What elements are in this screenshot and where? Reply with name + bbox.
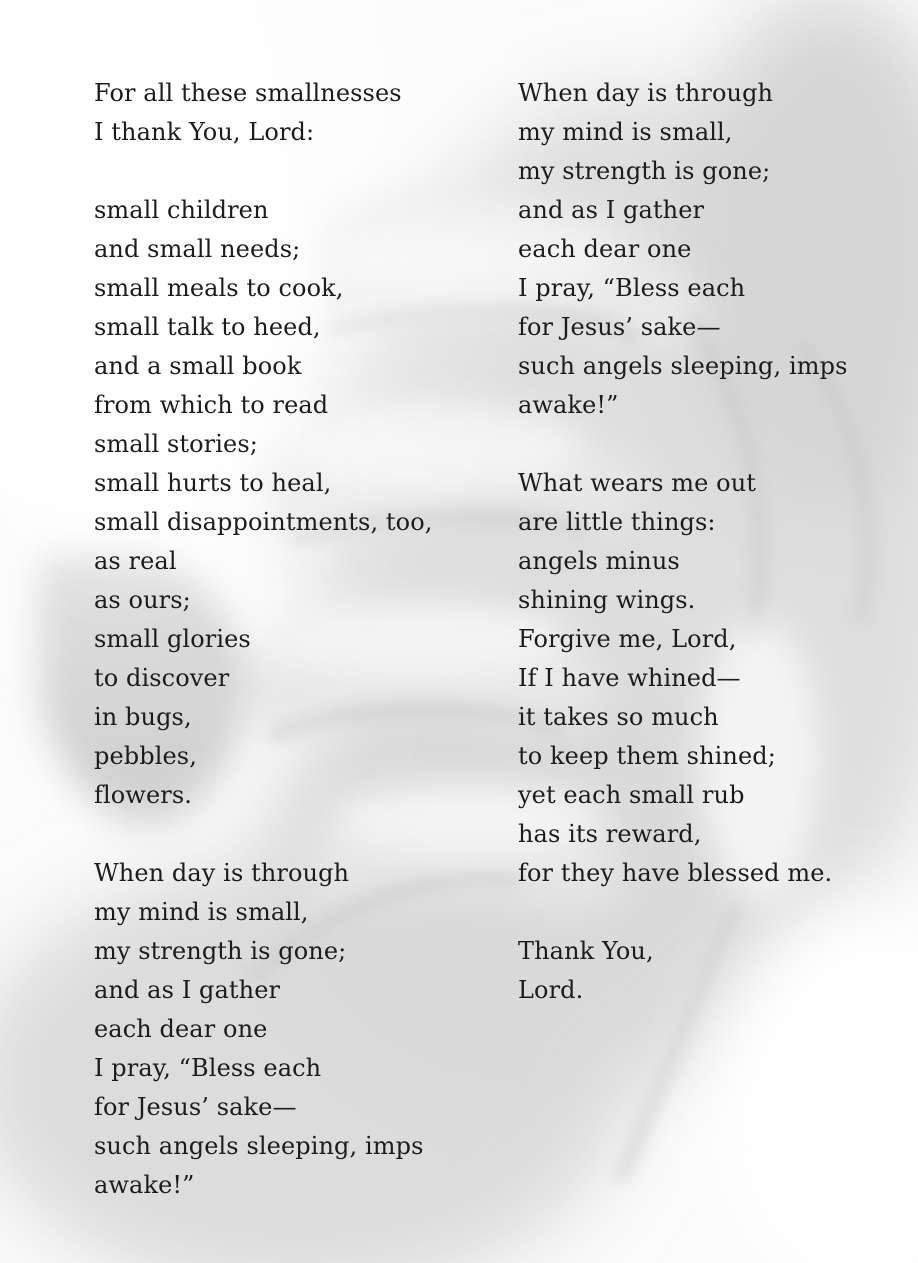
- poem-line: my mind is small,: [518, 118, 733, 146]
- poem-line: has its reward,: [518, 820, 702, 848]
- poem-line: flowers.: [94, 781, 192, 809]
- poem-line: as ours;: [94, 586, 191, 614]
- poem-line: small talk to heed,: [94, 313, 321, 341]
- poem-line: to discover: [94, 664, 230, 692]
- poem-line: Forgive me, Lord,: [518, 625, 737, 653]
- poem-line: for Jesus’ sake—: [94, 1093, 297, 1121]
- poem-line: and small needs;: [94, 235, 301, 263]
- poem-line: as real: [94, 547, 177, 575]
- poem-line: yet each small rub: [518, 781, 745, 809]
- poem-line: it takes so much: [518, 703, 719, 731]
- poem-line: from which to read: [94, 391, 329, 419]
- poem-line: I thank You, Lord:: [94, 118, 315, 146]
- poem-line: Lord.: [518, 976, 584, 1004]
- poem-line: For all these smallnesses: [94, 79, 402, 107]
- poem-line: When day is through: [518, 79, 774, 107]
- poem-line: pebbles,: [94, 742, 197, 770]
- poem-line: for Jesus’ sake—: [518, 313, 721, 341]
- poem-left-column: [94, 74, 494, 1205]
- poem-line: and as I gather: [94, 976, 281, 1004]
- poem-line: such angels sleeping, imps: [518, 352, 848, 380]
- poem-line: small meals to cook,: [94, 274, 344, 302]
- poem-line: What wears me out: [518, 469, 757, 497]
- poem-line: in bugs,: [94, 703, 192, 731]
- poem-line: such angels sleeping, imps: [94, 1132, 424, 1160]
- poem-line: I pray, “Bless each: [518, 274, 746, 302]
- poem-line: awake!”: [94, 1171, 195, 1199]
- stanza: [518, 74, 908, 425]
- poem-line: small stories;: [94, 430, 258, 458]
- poem-line: my strength is gone;: [518, 157, 771, 185]
- stanza-gap: [518, 893, 908, 932]
- poem-line: to keep them shined;: [518, 742, 776, 770]
- stanza-gap: [94, 152, 494, 191]
- poem-line: small children: [94, 196, 269, 224]
- stanza-gap: [94, 815, 494, 854]
- poem-right-column: [518, 74, 908, 1010]
- poem-line: each dear one: [518, 235, 692, 263]
- poem-line: my strength is gone;: [94, 937, 347, 965]
- stanza: [94, 74, 494, 152]
- stanza-gap: [518, 425, 908, 464]
- poem-line: each dear one: [94, 1015, 268, 1043]
- poem-line: shining wings.: [518, 586, 696, 614]
- stanza: [94, 854, 494, 1205]
- stanza: [94, 191, 494, 815]
- stanza: [518, 464, 908, 893]
- poem-line: and as I gather: [518, 196, 705, 224]
- poem-line: small disappointments, too,: [94, 508, 433, 536]
- poem-line: When day is through: [94, 859, 350, 887]
- poem-line: angels minus: [518, 547, 680, 575]
- poem-line: awake!”: [518, 391, 619, 419]
- poem-line: and a small book: [94, 352, 302, 380]
- poem-line: small glories: [94, 625, 251, 653]
- poem-line: small hurts to heal,: [94, 469, 332, 497]
- poem-line: for they have blessed me.: [518, 859, 833, 887]
- poem-line: Thank You,: [518, 937, 654, 965]
- poem-line: If I have whined—: [518, 664, 741, 692]
- poem-line: I pray, “Bless each: [94, 1054, 322, 1082]
- poem-line: are little things:: [518, 508, 716, 536]
- poem-line: my mind is small,: [94, 898, 309, 926]
- stanza: [518, 932, 908, 1010]
